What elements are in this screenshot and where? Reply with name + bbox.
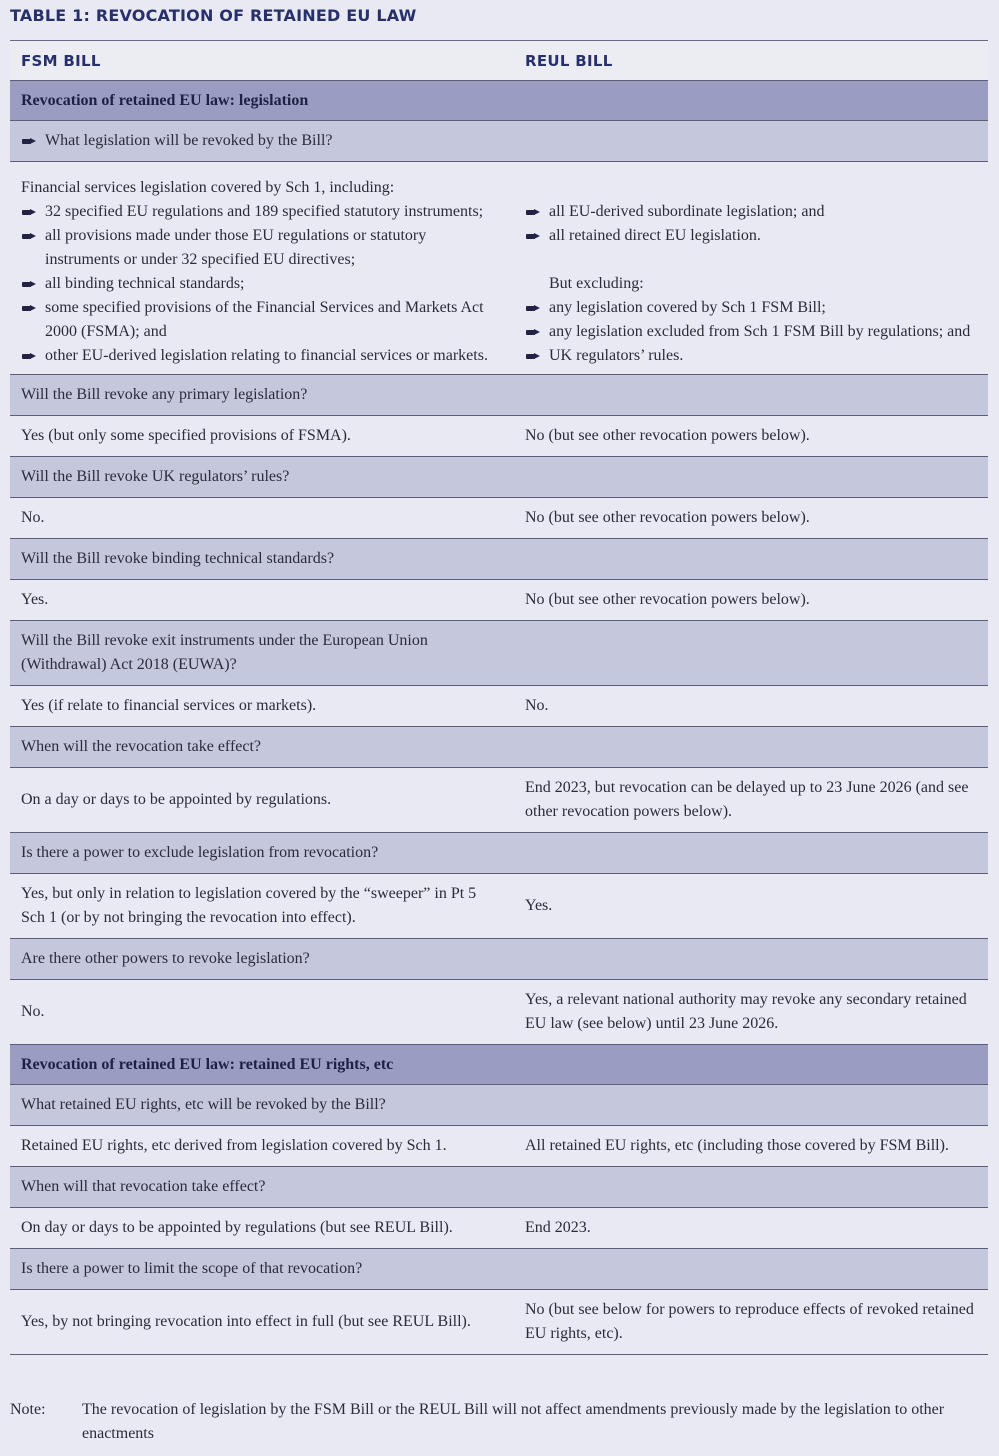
answer-row	[10, 162, 988, 375]
question-row	[10, 1249, 988, 1290]
excluding-label: But excluding:	[549, 275, 644, 292]
answer-reul: No (but see other revocation powers below).	[525, 427, 810, 444]
answer-row	[10, 874, 988, 939]
list-item: any legislation excluded from Sch 1 FSM Bill by regulations; and	[525, 320, 976, 344]
question-row	[10, 121, 988, 162]
question-text: When will the revocation take effect?	[21, 738, 262, 755]
answer-fsm: On day or days to be appointed by regulations (but see REUL Bill).	[21, 1219, 453, 1236]
answer-row	[10, 686, 988, 727]
answer-reul	[513, 162, 988, 374]
list-item: all binding technical standards;	[21, 272, 501, 296]
answer-row	[10, 498, 988, 539]
answer-row	[10, 768, 988, 833]
list-item: some specified provisions of the Financial Services and Markets Act 2000 (FSMA); and	[21, 296, 501, 344]
section-heading-text: Revocation of retained EU law: retained EU rights, etc	[21, 1055, 394, 1073]
column-header-fsm: FSM BILL	[21, 51, 101, 70]
list-item: all provisions made under those EU regulations or statutory instruments or under 32 specified EU directives;	[21, 224, 501, 272]
list-item: 32 specified EU regulations and 189 specified statutory instruments;	[21, 200, 501, 224]
table-note	[10, 1398, 985, 1446]
question-text: When will that revocation take effect?	[21, 1178, 266, 1195]
arrow-bullet-icon	[22, 281, 37, 288]
question-text: Will the Bill revoke exit instruments under the European Union (Withdrawal) Act 2018 (EUWA)?	[21, 632, 428, 673]
question-text: Is there a power to limit the scope of that revocation?	[21, 1260, 363, 1277]
arrow-bullet-icon	[526, 329, 541, 336]
rights-question-rows	[10, 1085, 988, 1355]
answer-row	[10, 980, 988, 1045]
question-row	[10, 457, 988, 498]
question-row	[10, 621, 988, 686]
answer-reul: No (but see other revocation powers below).	[525, 591, 810, 608]
answer-fsm: Retained EU rights, etc derived from legislation covered by Sch 1.	[21, 1137, 447, 1154]
answer-row	[10, 580, 988, 621]
list-item: any legislation covered by Sch 1 FSM Bill;	[525, 296, 976, 320]
reul-legislation-list	[525, 200, 976, 248]
answer-row	[10, 1208, 988, 1249]
answer-reul: End 2023.	[525, 1219, 591, 1236]
answer-reul: No (but see other revocation powers below).	[525, 509, 810, 526]
question-text: Are there other powers to revoke legislation?	[21, 950, 310, 967]
answer-intro: Financial services legislation covered by Sch 1, including:	[21, 179, 395, 196]
note-label: Note:	[10, 1401, 46, 1418]
arrow-bullet-icon	[526, 209, 541, 216]
arrow-bullet-icon	[526, 353, 541, 360]
question-row	[10, 539, 988, 580]
list-item: UK regulators’ rules.	[525, 344, 976, 368]
arrow-bullet-icon	[22, 209, 37, 216]
answer-reul: No.	[525, 697, 549, 714]
answer-fsm: Yes, but only in relation to legislation covered by the “sweeper” in Pt 5 Sch 1 (or by not bringing the revocation into effect).	[21, 885, 477, 926]
question-text: Will the Bill revoke any primary legislation?	[21, 386, 308, 403]
legislation-question-rows	[10, 375, 988, 1045]
arrow-bullet-icon	[22, 305, 37, 312]
section-heading-text: Revocation of retained EU law: legislation	[21, 91, 309, 109]
answer-fsm: No.	[21, 509, 45, 526]
answer-reul: All retained EU rights, etc (including those covered by FSM Bill).	[525, 1137, 949, 1154]
answer-reul: No (but see below for powers to reproduce effects of revoked retained EU rights, etc).	[525, 1301, 974, 1342]
question-text: Will the Bill revoke binding technical standards?	[21, 550, 335, 567]
question-text: Is there a power to exclude legislation from revocation?	[21, 844, 379, 861]
answer-fsm: On a day or days to be appointed by regulations.	[21, 791, 332, 808]
note-text: The revocation of legislation by the FSM Bill or the REUL Bill will not affect amendments previously made by the legislation to other enactments	[82, 1401, 945, 1442]
section-heading-rights	[10, 1045, 988, 1085]
revocation-table	[10, 40, 988, 1355]
list-item: all EU-derived subordinate legislation; and	[525, 200, 976, 224]
answer-fsm: Yes (but only some specified provisions of FSMA).	[21, 427, 351, 444]
answer-fsm: Yes, by not bringing revocation into effect in full (but see REUL Bill).	[21, 1313, 471, 1330]
question-text: What retained EU rights, etc will be revoked by the Bill?	[21, 1096, 386, 1113]
answer-fsm: No.	[21, 1003, 45, 1020]
fsm-legislation-list	[21, 200, 501, 368]
answer-fsm	[10, 162, 513, 374]
list-item: all retained direct EU legislation.	[525, 224, 976, 248]
answer-reul: End 2023, but revocation can be delayed up to 23 June 2026 (and see other revocation powers below).	[525, 779, 969, 820]
arrow-bullet-icon	[22, 353, 37, 360]
question-row	[10, 939, 988, 980]
answer-row	[10, 1126, 988, 1167]
answer-row	[10, 1290, 988, 1355]
question-row	[10, 1085, 988, 1126]
arrow-bullet-icon	[526, 233, 541, 240]
answer-fsm: Yes (if relate to financial services or markets).	[21, 697, 317, 714]
section-heading-legislation	[10, 81, 988, 121]
question-row	[10, 375, 988, 416]
question-row	[10, 833, 988, 874]
question-row	[10, 727, 988, 768]
arrow-bullet-icon	[22, 233, 37, 240]
table-title: TABLE 1: REVOCATION OF RETAINED EU LAW	[10, 6, 417, 25]
answer-reul: Yes, a relevant national authority may revoke any secondary retained EU law (see below) until 23 June 2026.	[525, 991, 967, 1032]
answer-reul: Yes.	[525, 897, 553, 914]
question-row	[10, 1167, 988, 1208]
question-text: What legislation will be revoked by the Bill?	[21, 129, 976, 153]
column-header-reul: REUL BILL	[525, 51, 613, 70]
arrow-bullet-icon	[22, 138, 37, 145]
arrow-bullet-icon	[526, 305, 541, 312]
list-item: other EU-derived legislation relating to financial services or markets.	[21, 344, 501, 368]
table-header-row	[10, 41, 988, 81]
reul-exclusion-list	[525, 296, 976, 368]
answer-row	[10, 416, 988, 457]
answer-fsm: Yes.	[21, 591, 49, 608]
question-text: Will the Bill revoke UK regulators’ rules?	[21, 468, 290, 485]
